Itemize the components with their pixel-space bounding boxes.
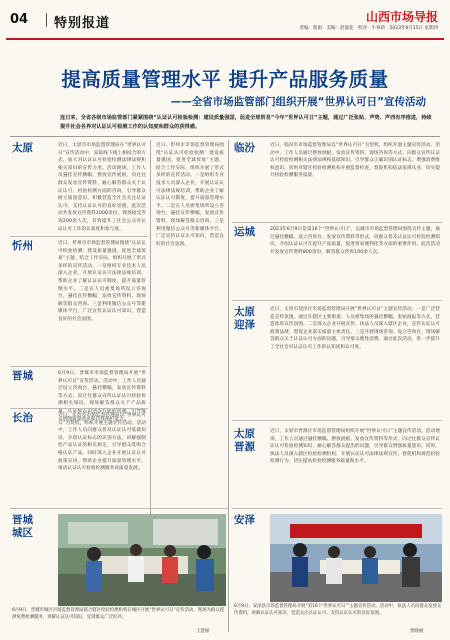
section-label-linfen: 临汾 bbox=[234, 142, 255, 154]
section-label-taiyuan-yingze: 太原 迎泽 bbox=[234, 306, 255, 331]
section-rule bbox=[232, 222, 442, 223]
event-photo-anze bbox=[270, 514, 442, 602]
section-label-xinzhou: 忻州 bbox=[12, 240, 33, 252]
page-number: 04 bbox=[10, 12, 29, 27]
column-divider-left bbox=[150, 140, 151, 550]
section-text-yuncheng: 2023年6月9日是第16个“世界认可日”，运城市市场监督管理局围绕宣传主题，通过悬挂横幅、设立咨询台、发放宣传资料等形式，向群众普及认证认可检验检测知识，介绍认证认可在提升产品质量、促进贸易便利化等方面的重要作用。此次活动共发放宣传资料800余份，解答群众咨询100余人次。 bbox=[270, 227, 440, 255]
section-rule bbox=[232, 420, 442, 421]
page-header bbox=[6, 6, 444, 36]
section-text-taiyuan: 近日，太原市市场监督管理局在“世界认可日”宣传活动中，采取线下线上相结合的方式，加大对认证认可检验检测法律法规和相关知识的宣传力度。活动现场，工作人员悬挂宣传横幅、摆放宣传展板，向过往群众发放宣传资料，耐心解答群众关于认证认可、检验检测方面的咨询，引导群众树立质量意识，积极营造全社会关注认证认可、支持认证认可的良好氛围。此次活动共发放宣传资料1000余份，现场接受咨询200余人次，有效提升了社会公众对认证认可工作的认知度和参与度。 bbox=[58, 143, 146, 232]
header-rule bbox=[6, 38, 444, 40]
section-rule bbox=[232, 508, 442, 509]
lead-rule bbox=[10, 136, 440, 137]
section-label-changzhi: 长治 bbox=[12, 412, 33, 424]
section-label-taiyuan-jinyuan: 太原 晋源 bbox=[234, 428, 255, 453]
headline: 提高质量管理水平 提升产品服务质量 bbox=[61, 68, 389, 91]
photo-caption-jincheng: 6月9日，晋城市城区市场监督管理局联合辖区检验检测机构在城区开展“世界认可日”宣传活动，现场为群众提供免费检测服务，讲解认证认可知识，受到群众广泛好评。 bbox=[12, 608, 225, 620]
event-photo-jincheng bbox=[58, 514, 226, 606]
section-rule bbox=[232, 300, 442, 301]
section-rule bbox=[10, 366, 148, 367]
section-label-jincheng-chengqu: 晋城 城区 bbox=[12, 514, 33, 539]
lead-paragraph: 连日来，全省各级市场监管部门紧紧围绕“认证认可检验检测：建设质量强国，促进全球贸易”今年“世界认可日”主题，通过广泛张贴、声势、声西有序推进，持续提升社会各界对认证认可检测工作的认知度和群众的获得感。 bbox=[60, 115, 432, 130]
section-label-yuncheng: 运城 bbox=[234, 226, 255, 238]
section-rule bbox=[10, 408, 148, 409]
subheadline: ——全省市场监管部门组织开展“世界认可日”宣传活动 bbox=[170, 96, 426, 108]
header-meta: 责编：程娟 美编：赵淑花 校对：牛翠莉 2023年6月15日 星期四 bbox=[299, 26, 438, 31]
column-divider-center bbox=[228, 140, 229, 632]
section-text-linfen: 近日，临汾市市场监督管理局以“世界认可日”为契机，组织开展主题宣传活动。活动中，工作人员通过摆放展板、发放宣传资料、现场咨询等方式，向群众宣传认证认可检验检测相关法律法规和基础知识，引导群众正确识别认证标志，增强消费维权意识，同时对辖区检验检测机构开展监督检查，督促机构依法依规从业，切实提升检验检测服务质量。 bbox=[270, 143, 440, 179]
section-text-taiyuan-yingze: 近日，太原市迎泽区市场监督管理局开展“世界认可日”主题宣传活动。一是广泛营造宣传氛围。通过在辖区主要街道、人员密集场所悬挂横幅、张贴海报等方式，营造浓厚宣传氛围。二是深入企业开展宣传。执法人员深入辖区企业，宣传认证认可政策法规，督促企业落实质量主体责任。三是开展现场咨询。设立咨询台，现场解答群众关于认证认可方面的问题，引导群众理性消费。通过此次活动，进一步提升了全社会对认证认可工作的认知度和认可度。 bbox=[270, 307, 440, 350]
section-title: 特别报道 bbox=[54, 16, 111, 31]
taiyuan-continued-text: 近日，忻州市市场监督管理局围绕“认证认可检验检测：建设质量强国，促进全球贸易”主题，结合工作实际，组织开展了形式多样的宣传活动。一是组织专业技术人员深入企业，开展认证认可法律法规培训，帮助企业了解认证认可制度、提升质量管理水平。二是在人员密集场所设立咨询台，悬挂宣传横幅，发放宣传资料，现场解答群众咨询。三是利用微信公众号等新媒体平台，广泛宣传认证认可知识，营造良好的社会氛围。 bbox=[156, 143, 224, 247]
section-text-taiyuan-jinyuan: 近日，太原市晋源区市场监督管理局组织开展“世界认可日”主题宣传活动。活动现场，工作人员通过悬挂横幅、摆放展板、发放宣传资料等形式，向过往群众宣传认证认可检验检测知识，耐心解答群众提出的问题，引导群众增强质量意识。同时，执法人员深入辖区检验检测机构，开展认证认可法律法规宣传，督促机构规范检验检测行为，切实提高检验检测服务质量和水平。 bbox=[270, 429, 440, 465]
section-rule bbox=[10, 236, 148, 237]
photo-caption-anze: 6月9日，安泽县市场监督管理局开展“第16个‘世界认可日’”主题宣传活动。活动中，执法人员向群众发放宣传资料，讲解认证认可知识，营造关注认证认可、支持认证认可的良好氛围。 bbox=[234, 604, 442, 616]
section-text-xinzhou: 近日，忻州市市场监督管理局围绕“认证认可检验检测：建设质量强国，促进全球贸易”主题，结合工作实际，组织开展了形式多样的宣传活动。一是组织专业技术人员深入企业，开展认证认可法律法规培训，帮助企业了解认证认可制度、提升质量管理水平。二是在人员密集场所设立咨询台，悬挂宣传横幅，发放宣传资料，现场解答群众咨询。三是利用微信公众号等新媒体平台，广泛宣传认证认可知识，营造良好的社会氛围。 bbox=[58, 241, 146, 322]
section-label-jincheng: 晋城 bbox=[12, 370, 33, 382]
photo-credit-jincheng: 王慧丽 bbox=[196, 629, 210, 634]
section-text-jincheng: 6月9日，晋城市市场监督管理局开展“世界认可日”宣传活动。活动中，工作人员通过设立咨询台、悬挂横幅、发放宣传资料等方式，向过往群众宣传认证认可检验检测相关知识，现场解答群众关于产品质量、认证标志识别等方面的问题，引导群众增强质量意识和自我保护能力。 bbox=[58, 371, 146, 422]
photo-credit-anze: 贾晓丽 bbox=[410, 629, 424, 634]
section-label-anze: 安泽 bbox=[234, 514, 255, 526]
section-text-changzhi: 近日，长治市市场监督管理局以“世界认可日”为契机，组织开展主题宣传活动。活动中，工作人员向群众普及认证认可基础知识，介绍认证标志的识别方法，讲解强制性产品认证的相关规定，引导群众选购合格认证产品。同时深入企业开展认证认可政策宣讲，帮助企业提升质量管理水平，推动认证认可检验检测服务高质量发展。 bbox=[58, 413, 146, 472]
section-label-taiyuan: 太原 bbox=[12, 142, 33, 154]
newspaper-name: 山西市场导报 bbox=[365, 10, 438, 24]
header-separator bbox=[46, 13, 47, 27]
